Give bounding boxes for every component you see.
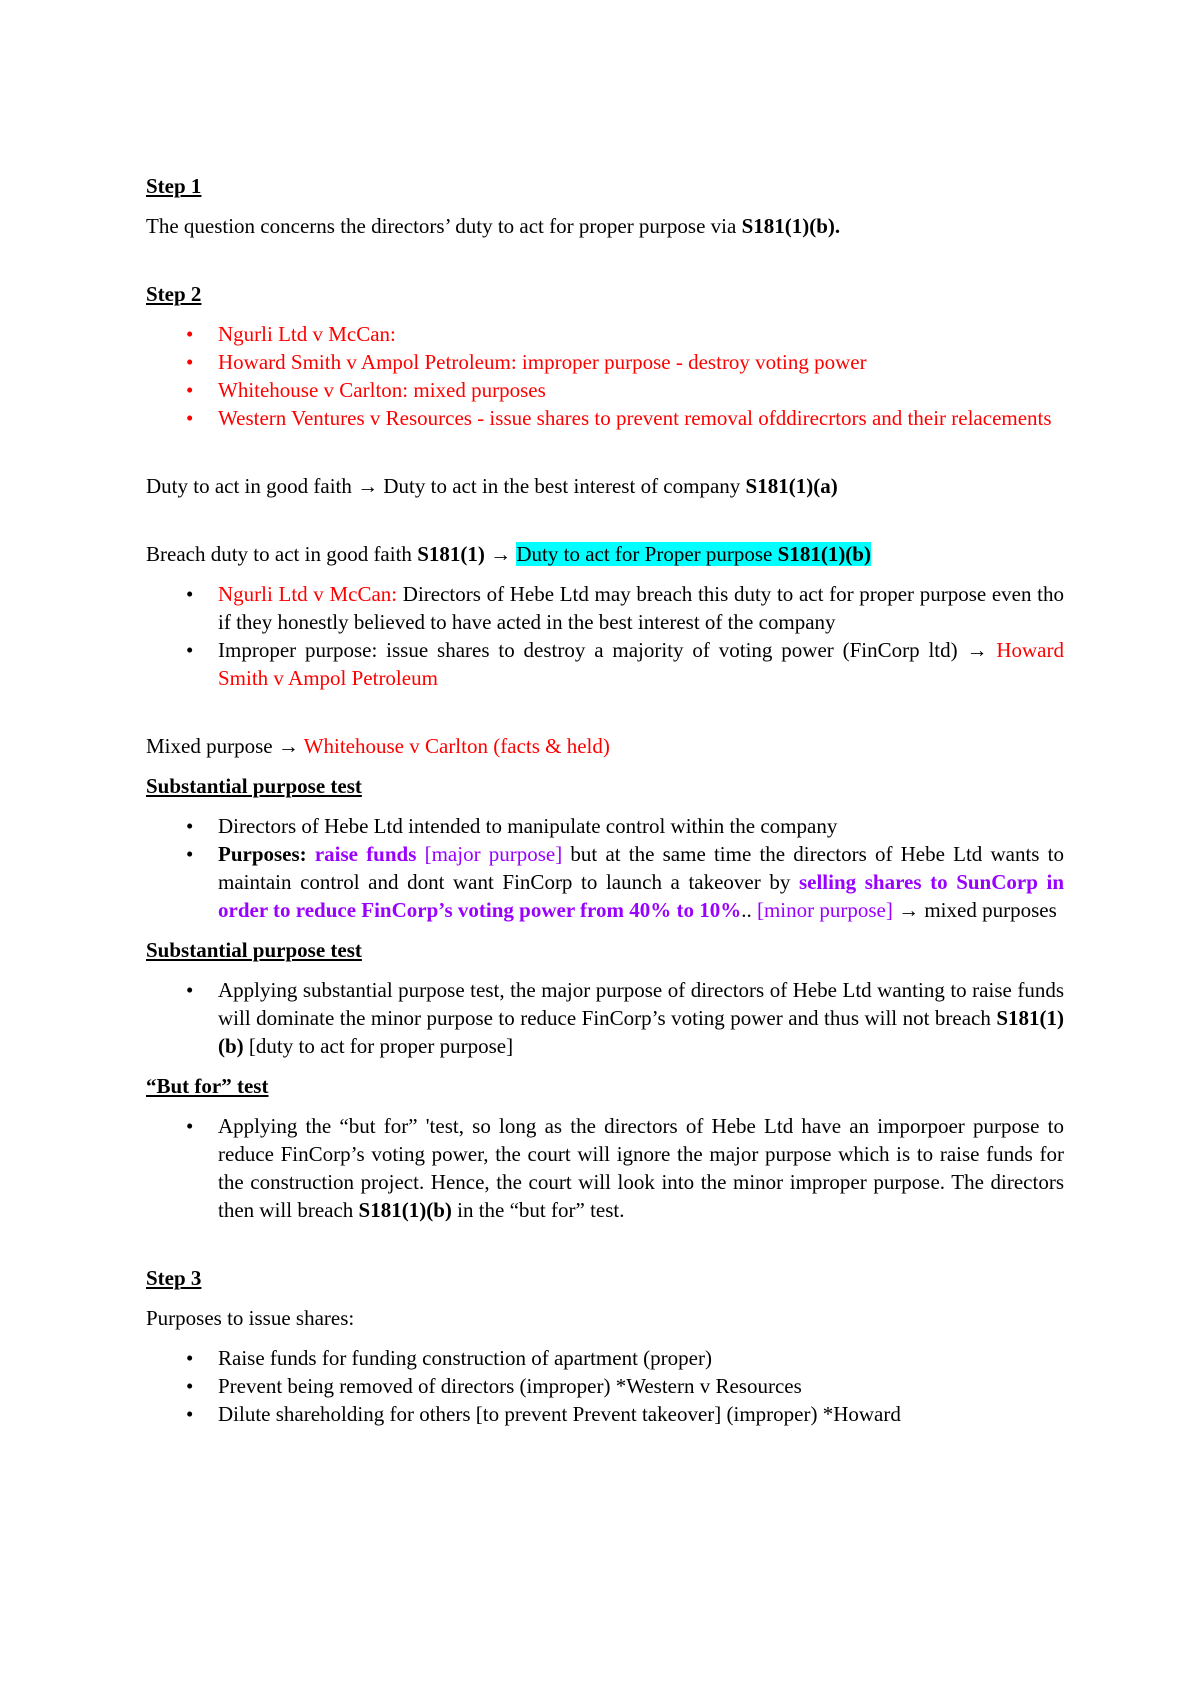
bullet-icon: • <box>186 842 194 866</box>
list-item <box>146 812 1064 840</box>
list-item <box>146 1400 1064 1428</box>
bullet-icon: • <box>186 1374 194 1398</box>
item-text: → mixed purposes <box>892 898 1057 922</box>
arrow-icon: → <box>484 542 517 566</box>
case-name: Howard Smith v Ampol Petroleum <box>218 638 1064 690</box>
case-name: Whitehouse v Carlton (facts & held) <box>303 734 610 758</box>
breach-list <box>146 580 1064 692</box>
bullet-icon: • <box>186 350 194 374</box>
item-text: Prevent being removed of directors (improper) *Western v Resources <box>218 1374 802 1398</box>
item-text: Improper purpose: issue shares to destroy a majority of voting power (FinCorp ltd) → <box>218 638 997 662</box>
bullet-icon: • <box>186 978 194 1002</box>
list-item <box>146 320 1064 348</box>
list-item <box>146 376 1064 404</box>
case-name: Western Ventures v Resources - issue shares to prevent removal ofddirecrtors and their relacements <box>218 406 1052 430</box>
item-text: Dilute shareholding for others [to prevent Prevent takeover] (improper) *Howard <box>218 1402 901 1426</box>
case-name: Howard Smith v Ampol Petroleum: improper purpose - destroy voting power <box>218 350 867 374</box>
breach-text: Breach duty to act in good faith <box>146 542 418 566</box>
list-item <box>146 1344 1064 1372</box>
list-item <box>146 1112 1064 1224</box>
mixed-purpose-line <box>146 732 1064 760</box>
document-body <box>146 172 1064 1428</box>
step2-case-list <box>146 320 1064 432</box>
bullet-icon: • <box>186 378 194 402</box>
highlight-text: Duty to act for Proper purpose <box>516 542 778 566</box>
item-text: [duty to act for proper purpose] <box>243 1034 514 1058</box>
but-for-list <box>146 1112 1064 1224</box>
section-ref: S181(1)(b). <box>741 214 841 238</box>
list-item <box>146 840 1064 924</box>
step1-text <box>146 212 1064 240</box>
substantial-purpose-heading: Substantial purpose test <box>146 774 362 798</box>
minor-purpose-tag: [minor purpose] <box>756 898 893 922</box>
step3-list <box>146 1344 1064 1428</box>
substantial-list-1 <box>146 812 1064 924</box>
substantial-list-2 <box>146 976 1064 1060</box>
bullet-icon: • <box>186 1346 194 1370</box>
item-text: but at the same time the directors of Hebe Ltd wants to maintain control and dont want FinCorp to launch a takeover by <box>218 842 1064 894</box>
list-item <box>146 976 1064 1060</box>
case-name: Whitehouse v Carlton: mixed purposes <box>218 378 546 402</box>
substantial-purpose-heading-2: Substantial purpose test <box>146 938 362 962</box>
selling-shares-text: selling shares to SunCorp in order to reduce FinCorp’s voting power from 40% to 10% <box>218 870 1065 922</box>
bullet-icon: • <box>186 322 194 346</box>
list-item <box>146 404 1064 432</box>
item-text: Applying the “but for” 'test, so long as the directors of Hebe Ltd have an imporpoer purpose to reduce FinCorp’s voting power, the court will ignore the major purpose which is to raise funds for the construction project. Hence, the court will look into the minor improper purpose. The directors then will breach <box>218 1114 1064 1222</box>
item-text: Directors of Hebe Ltd intended to manipulate control within the company <box>218 814 838 838</box>
section-ref: S181(1)(a) <box>745 474 838 498</box>
list-item <box>146 1372 1064 1400</box>
case-name: Ngurli Ltd v McCan: <box>218 582 398 606</box>
bullet-icon: • <box>186 406 194 430</box>
item-text: Directors of Hebe Ltd may breach this duty to act for proper purpose even tho if they honestly believed to have acted in the best interest of the company <box>218 582 1064 634</box>
step3-heading: Step 3 <box>146 1266 202 1290</box>
bullet-icon: • <box>186 582 194 606</box>
item-text: Applying substantial purpose test, the major purpose of directors of Hebe Ltd wanting to raise funds will dominate the minor purpose to reduce FinCorp’s voting power and thus will not breach <box>218 978 1064 1030</box>
list-item <box>146 580 1064 636</box>
good-faith-line <box>146 472 1064 500</box>
bullet-icon: • <box>186 1402 194 1426</box>
list-item <box>146 348 1064 376</box>
major-purpose-tag: [major purpose] <box>424 842 563 866</box>
highlighted-phrase <box>516 542 871 566</box>
bullet-icon: • <box>186 638 194 662</box>
bullet-icon: • <box>186 1114 194 1138</box>
step1-sentence: The question concerns the directors’ duty to act for proper purpose via <box>146 214 742 238</box>
purposes-label: Purposes: <box>218 842 307 866</box>
item-text: in the “but for” test. <box>451 1198 625 1222</box>
item-text: Raise funds for funding construction of apartment (proper) <box>218 1346 712 1370</box>
section-ref: S181(1)(b) <box>218 1006 1064 1058</box>
raise-funds-text: raise funds <box>314 842 417 866</box>
list-item <box>146 636 1064 692</box>
section-ref: S181(1)(b) <box>777 542 871 566</box>
section-ref: S181(1) <box>417 542 485 566</box>
but-for-heading: “But for” test <box>146 1074 269 1098</box>
case-name: Ngurli Ltd v McCan: <box>218 322 396 346</box>
good-faith-text: Duty to act in good faith → Duty to act in the best interest of company <box>146 474 746 498</box>
bullet-icon: • <box>186 814 194 838</box>
mixed-text: Mixed purpose → <box>146 734 304 758</box>
breach-line <box>146 540 1064 568</box>
section-ref: S181(1)(b) <box>358 1198 452 1222</box>
step3-intro: Purposes to issue shares: <box>146 1306 355 1330</box>
dots-text: .. <box>741 898 752 922</box>
step2-heading: Step 2 <box>146 282 202 306</box>
step1-heading: Step 1 <box>146 174 202 198</box>
